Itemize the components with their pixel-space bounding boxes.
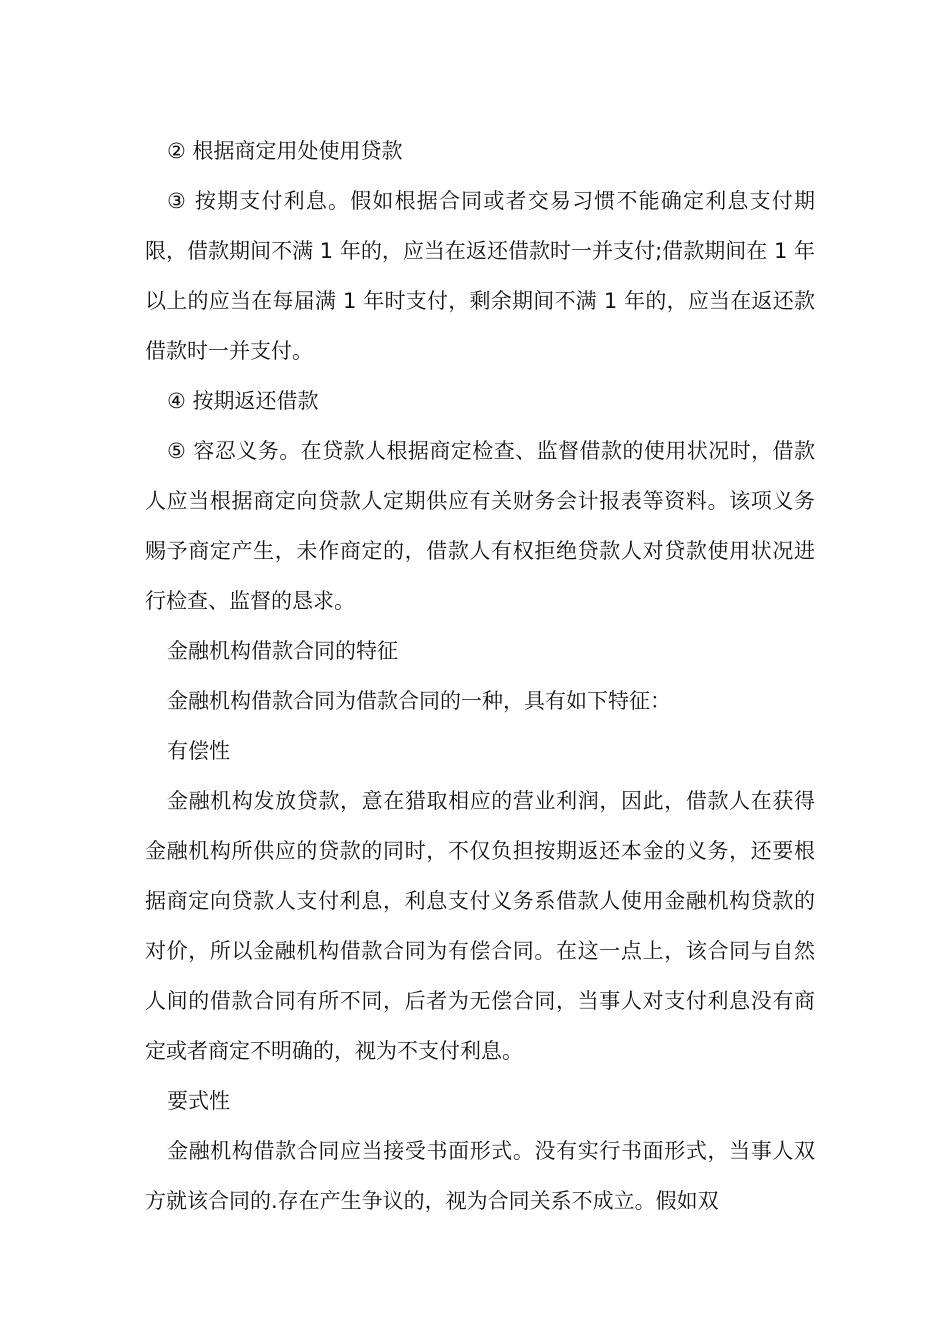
paragraph-formality: 金融机构借款合同应当接受书面形式。没有实行书面形式，当事人双方就该合同的.存在产生争议的，视为合同关系不成立。假如双 <box>145 1139 815 1213</box>
section-intro: 金融机构借款合同为借款合同的一种，具有如下特征： <box>167 689 671 713</box>
subheading-compensation: 有偿性 <box>167 739 230 763</box>
list-item-2: ② 根据商定用处使用贷款 <box>167 139 403 163</box>
subheading-formality: 要式性 <box>167 1089 230 1113</box>
list-item-3: ③ 按期支付利息。假如根据合同或者交易习惯不能确定利息支付期限，借款期间不满 1 年的，应当在返还借款时一并支付;借款期间在 1 年以上的应当在每届满 1 年时支付，剩余期间不满 1 年的，应当在返还款借款时一并支付。 <box>145 189 815 363</box>
section-heading-features: 金融机构借款合同的特征 <box>167 639 398 663</box>
document-body <box>145 126 815 1226</box>
list-item-4: ④ 按期返还借款 <box>167 389 319 413</box>
list-item-5: ⑤ 容忍义务。在贷款人根据商定检查、监督借款的使用状况时，借款人应当根据商定向贷款人定期供应有关财务会计报表等资料。该项义务赐予商定产生，未作商定的，借款人有权拒绝贷款人对贷款使用状况进行检查、监督的恳求。 <box>145 439 815 613</box>
paragraph-compensation: 金融机构发放贷款，意在猎取相应的营业利润，因此，借款人在获得金融机构所供应的贷款的同时，不仅负担按期返还本金的义务，还要根据商定向贷款人支付利息，利息支付义务系借款人使用金融机构贷款的对价，所以金融机构借款合同为有偿合同。在这一点上，该合同与自然人间的借款合同有所不同，后者为无偿合同，当事人对支付利息没有商定或者商定不明确的，视为不支付利息。 <box>145 789 815 1063</box>
